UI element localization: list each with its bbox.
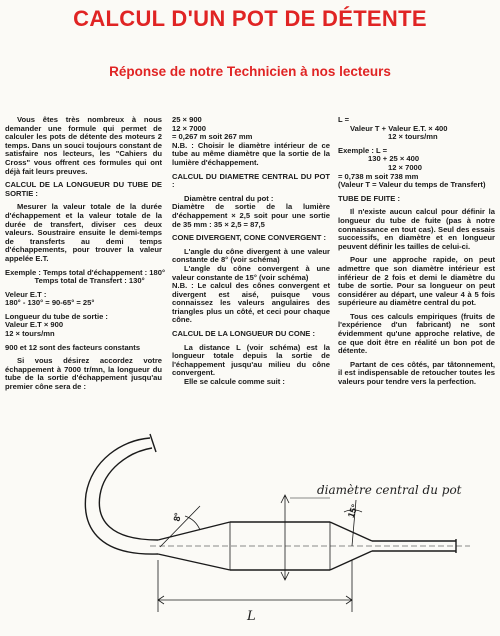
header-tube-outer — [99, 448, 158, 540]
calc-line-1: 25 × 900 — [172, 115, 202, 124]
leak-tube-p3: Tous ces calculs empiriques (fruits de l'expérience d'un fabricant) ne sont évidemment qu'une approche relative, de ce que doit être en réalité un bon pot de détente. — [338, 311, 495, 356]
header-tube-inner — [85, 438, 158, 554]
leak-tube-p1: Il n'existe aucun calcul pour définir la longueur du tube de fuite (pas à notre connaissance en tout cas). Seul des essais successifs, en diamètre et en longueur peuvent définir les tailles de celui-ci. — [338, 207, 495, 251]
example-note: (Valeur T = Valeur du temps de Transfert) — [338, 180, 486, 190]
leak-tube-p2: Pour une approche rapide, on peut admettre que son diamètre intérieur est inférieur de 2 fois et demi le diamètre du tube de sortie. Pour sa longueur on peut considérer au départ, une valeur 4 à 5 fois supérieure au diamètre central du pot. — [338, 255, 495, 308]
angle-15-label: 15° — [345, 502, 360, 520]
formula-l: L = — [338, 115, 350, 124]
calc-line-2: 12 × 7000 — [172, 123, 206, 133]
header-flange — [150, 434, 156, 452]
example-text: Exemple : Temps total d'échappement : 180° Temps total de Transfert : 130° — [5, 267, 165, 286]
exhaust-pipe-diagram — [0, 408, 500, 636]
tuning-paragraph: Si vous désirez accordez votre échappement à 7000 tr/mn, la longueur du tube de la sortie d'échappement jusqu'au premier cône sera de : — [5, 356, 162, 392]
intro-paragraph: Vous êtes très nombreux à nous demander une formule qui permet de calculer les pots de détente des moteurs 2 temps. Dans un souci toujours constant de satisfaire nos lecteurs, les "Cahiers du Cross" vous offrent ces formules qui ont déjà fait leurs preuves. — [5, 115, 162, 176]
tube-paragraph: Mesurer la valeur totale de la durée d'échappement et la valeur totale de la durée de transfert, diviser ces deux valeurs. Soustraire ensuite le demi-temps de transferts au demi temps d'échappements, pour trouver la valeur appelée E.T. — [5, 202, 162, 263]
example-denominator: 12 × 7000 — [388, 162, 422, 172]
diameter-paragraph: Diamètre de sortie de la lumière d'échappement × 2,5 soit pour une sortie de 35 mm : 35 × 2,5 = 87,5 — [172, 202, 330, 229]
diameter-arrow — [281, 495, 289, 580]
cones-nb: N.B. : Le calcul des cônes convergent et divergent est aisé, puisque vous connaissez les valeurs angulaires des triangles plus un côté, et ceci pour chaque cône. — [172, 281, 330, 325]
section-heading-tube: CALCUL DE LA LONGUEUR DU TUBE DE SORTIE : — [5, 180, 162, 198]
page-subtitle: Réponse de notre Technicien à nos lecteurs — [109, 64, 391, 79]
l-dimension — [158, 560, 352, 612]
column-1 — [5, 115, 165, 397]
diameter-label: Diamètre central du pot : — [184, 193, 274, 203]
example-label: Exemple : L = — [338, 145, 388, 155]
nb-diameter: N.B. : Choisir le diamètre intérieur de ce tube au même diamètre que la sortie de la lumière d'échappement. — [172, 140, 330, 167]
tube-length-divisor: 12 × tours/mn — [5, 329, 55, 339]
angle-8-label: 8° — [171, 511, 183, 523]
diameter-label-text: diamètre central du pot — [317, 483, 462, 497]
cone-divergent-text: L'angle du cône divergent à une valeur constante de 8° (voir schéma) — [172, 246, 330, 265]
length-paragraph: La distance L (voir schéma) est la longueur totale depuis la sortie de l'échappement jusqu'au milieu du cône convergent. — [172, 342, 330, 378]
length-l-label: L — [247, 609, 256, 624]
column-3 — [338, 116, 495, 392]
formula-denominator: 12 × tours/mn — [388, 132, 438, 142]
section-heading-diameter: CALCUL DU DIAMETRE CENTRAL DU POT : — [172, 171, 330, 190]
leak-tube-p4: Partant de ces côtés, par tâtonnement, il est indispensable de retoucher toutes les valeurs pour tendre vers la perfection. — [338, 359, 495, 387]
et-label: Veleur E.T : — [5, 289, 47, 299]
formula-numerator: Valeur T + Valeur E.T. × 400 — [350, 123, 448, 133]
example-result: = 0,738 m soit 738 mm — [338, 171, 419, 181]
tube-length-label: Longueur du tube de sortie : — [5, 311, 108, 321]
example-numerator: 130 + 25 × 400 — [368, 154, 420, 164]
section-heading-length: CALCUL DE LA LONGUEUR DU CONE : — [172, 329, 316, 339]
length-calc-intro: Elle se calcule comme suit : — [184, 377, 285, 387]
section-heading-cones: CONE DIVERGENT, CONE CONVERGENT : — [172, 233, 326, 243]
calc-result: = 0,267 m soit 267 mm — [172, 132, 253, 142]
et-calc: 180° - 130° = 90-65° = 25° — [5, 298, 95, 308]
tube-length-formula: Valeur E.T × 900 — [5, 320, 64, 330]
section-heading-leak-tube: TUBE DE FUITE : — [338, 193, 401, 203]
column-2 — [172, 116, 330, 392]
cone-convergent-text: L'angle du cône convergent à une valeur constante de 15° (voir schéma) — [172, 263, 330, 282]
constants-paragraph: 900 et 12 sont des facteurs constants — [5, 342, 141, 352]
page-title: CALCUL D'UN POT DE DÉTENTE — [73, 6, 427, 31]
